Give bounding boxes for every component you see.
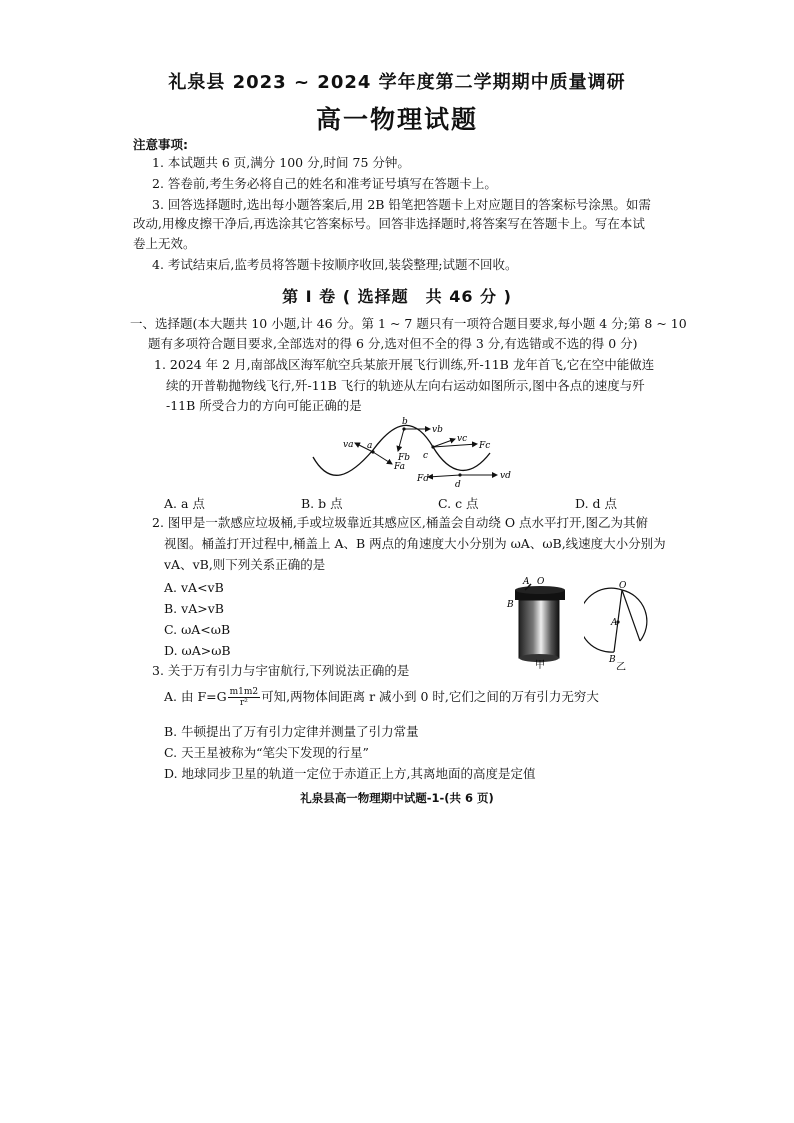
- label-O-jia: O: [537, 577, 545, 587]
- label-Fc: Fc: [479, 441, 491, 451]
- label-Fb: Fb: [398, 453, 411, 463]
- q3-option-c: C. 天王星被称为“笔尖下发现的行星”: [164, 745, 369, 760]
- q3-option-d: D. 地球同步卫星的轨道一定位于赤道正上方,其离地面的高度是定值: [164, 766, 536, 781]
- label-vc: vc: [457, 434, 468, 444]
- exam-header: 礼泉县 2023 ~ 2024 学年度第二学期期中质量调研: [168, 72, 626, 93]
- label-d: d: [455, 480, 461, 490]
- label-a: a: [367, 441, 373, 451]
- q1-stem: 1. 2024 年 2 月,南部战区海军航空兵某旅开展飞行训练,歼-11B 龙年首飞,它在空中能做连: [154, 357, 655, 372]
- label-va: va: [343, 440, 354, 450]
- note-item: 2. 答卷前,考生务必将自己的姓名和准考证号填写在答题卡上。: [152, 176, 497, 191]
- exam-title: 高一物理试题: [315, 105, 478, 134]
- q3-option-a-suffix: 可知,两物体间距离 r 减小到 0 时,它们之间的万有引力无穷大: [261, 689, 599, 704]
- can-body: [519, 600, 559, 658]
- q2-figure-jia: [505, 574, 585, 670]
- q3-stem: 3. 关于万有引力与宇宙航行,下列说法正确的是: [152, 663, 410, 678]
- label-yi: 乙: [616, 662, 626, 670]
- q2-stem: vA、vB,则下列关系正确的是: [164, 557, 326, 572]
- label-Fd: Fd: [417, 474, 430, 484]
- label-B-jia: B: [507, 600, 514, 610]
- q1-option-b: B. b 点: [301, 496, 343, 511]
- label-O-yi: O: [619, 581, 627, 591]
- q1-option-c: C. c 点: [438, 496, 479, 511]
- lid-arc-right: [622, 590, 647, 641]
- force-b-arrow: [398, 429, 404, 451]
- label-vb: vb: [432, 425, 443, 435]
- label-b: b: [402, 417, 408, 427]
- section-intro: 题有多项符合题目要求,全部选对的得 6 分,选对但不全的得 3 分,有选错或不选的得 0 分): [148, 336, 638, 351]
- q2-figure-yi: [584, 580, 664, 670]
- q3-option-a: [164, 687, 599, 708]
- q3-option-a-prefix: A. 由 F=G: [164, 689, 227, 704]
- force-a-arrow: [373, 452, 392, 464]
- force-d-arrow: [428, 475, 460, 477]
- page-footer: 礼泉县高一物理期中试题-1-(共 6 页): [300, 791, 494, 805]
- label-A-yi: A: [611, 618, 618, 628]
- label-B-yi: B: [609, 655, 616, 665]
- q2-option-c: C. ωA<ωB: [164, 622, 231, 637]
- section-title: 第 Ⅰ 卷 ( 选择题 共 46 分 ): [282, 287, 512, 306]
- section-intro: 一、选择题(本大题共 10 小题,计 46 分。第 1 ~ 7 题只有一项符合题目要求,每小题 4 分;第 8 ~ 10: [130, 316, 687, 331]
- q2-stem: 视图。桶盖打开过程中,桶盖上 A、B 两点的角速度大小分别为 ωA、ωB,线速度大小分别为: [164, 536, 666, 551]
- note-item: 改动,用橡皮擦干净后,再选涂其它答案标号。回答非选择题时,将答案写在答题卡上。写在本试: [133, 216, 645, 231]
- label-c: c: [423, 451, 429, 461]
- fraction-denominator: r²: [239, 698, 248, 708]
- label-Fa: Fa: [394, 462, 405, 472]
- label-vd: vd: [500, 471, 511, 481]
- q1-stem: -11B 所受合力的方向可能正确的是: [166, 398, 362, 413]
- fraction-numerator: m1m2: [229, 687, 259, 697]
- note-item: 1. 本试题共 6 页,满分 100 分,时间 75 分钟。: [152, 155, 410, 170]
- gravity-fraction: [228, 687, 261, 708]
- note-item: 卷上无效。: [133, 236, 196, 251]
- q2-option-d: D. ωA>ωB: [164, 643, 231, 658]
- q1-option-d: D. d 点: [575, 496, 617, 511]
- can-lid-top: [515, 586, 565, 594]
- q1-option-a: A. a 点: [164, 496, 205, 511]
- note-item: 3. 回答选择题时,选出每小题答案后,用 2B 铅笔把答题卡上对应题目的答案标号涂黑。如需: [152, 197, 651, 212]
- q1-stem: 续的开普勒抛物线飞行,歼-11B 飞行的轨迹从左向右运动如图所示,图中各点的速度与歼: [166, 378, 645, 393]
- label-A-jia: A: [523, 577, 530, 587]
- q3-option-b: B. 牛顿提出了万有引力定律并测量了引力常量: [164, 724, 419, 739]
- q2-option-b: B. vA>vB: [164, 601, 224, 616]
- q2-option-a: A. vA<vB: [164, 580, 224, 595]
- label-jia: 甲: [535, 660, 545, 670]
- q2-stem: 2. 图甲是一款感应垃圾桶,手或垃圾靠近其感应区,桶盖会自动绕 O 点水平打开,图乙为其俯: [152, 515, 649, 530]
- notes-title: 注意事项:: [133, 137, 188, 152]
- note-item: 4. 考试结束后,监考员将答题卡按顺序收回,装袋整理;试题不回收。: [152, 257, 518, 272]
- q1-trajectory-figure: [305, 415, 520, 490]
